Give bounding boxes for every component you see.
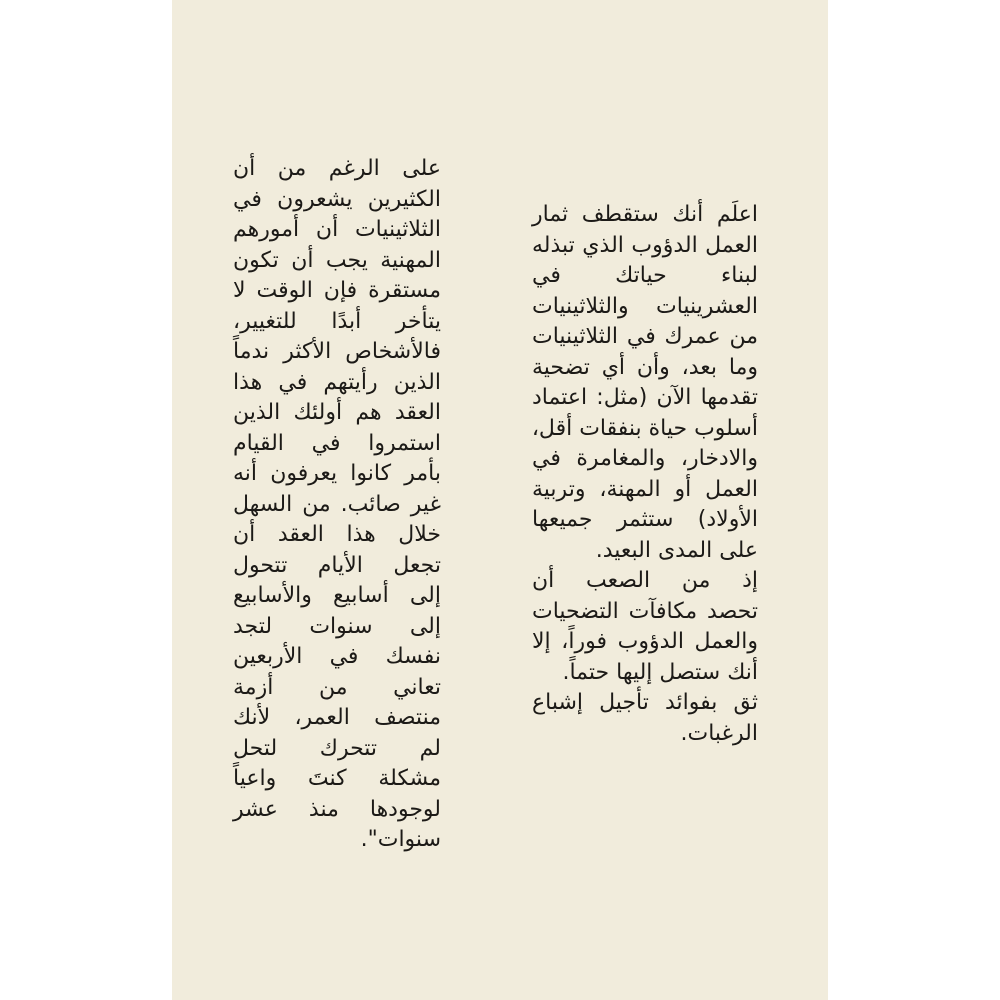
text-line: مشكلة كنتَ واعياً bbox=[233, 766, 441, 791]
text-line: فالأشخاص الأكثر ندماً bbox=[233, 339, 441, 364]
text-line: مستقرة فإن الوقت لا bbox=[233, 278, 441, 303]
text-line: استمروا في القيام bbox=[233, 430, 441, 456]
text-line: اعلَم أنك ستقطف ثمار bbox=[532, 202, 758, 227]
text-line: من عمرك في الثلاثينيات bbox=[532, 324, 758, 349]
text-line: والعمل الدؤوب فوراً، إلا bbox=[532, 629, 758, 654]
text-line: العشرينيات والثلاثينيات bbox=[532, 293, 758, 319]
text-line: منتصف العمر، لأنك bbox=[233, 705, 441, 730]
text-line: والادخار، والمغامرة في bbox=[532, 446, 758, 471]
text-line: الذين رأيتهم في هذا bbox=[233, 369, 441, 395]
text-line: إلى سنوات لتجد bbox=[233, 613, 441, 639]
text-line: الثلاثينيات أن أمورهم bbox=[233, 217, 441, 242]
text-line: بأمر كانوا يعرفون أنه bbox=[233, 461, 441, 486]
text-line: أسلوب حياة بنفقات أقل، bbox=[531, 415, 758, 441]
text-line: تقدمها الآن (مثل: اعتماد bbox=[532, 385, 758, 410]
text-line: لوجودها منذ عشر bbox=[233, 796, 441, 822]
text-line: لم تتحرك لتحل bbox=[233, 735, 441, 761]
text-line: أنك ستصل إليها حتماً. bbox=[562, 659, 758, 685]
text-line: الكثيرين يشعرون في bbox=[233, 186, 441, 212]
text-line: على الرغم من أن bbox=[233, 156, 441, 181]
text-line: خلال هذا العقد أن bbox=[233, 522, 441, 547]
right-text-column bbox=[532, 200, 758, 749]
text-line: الأولاد) ستثمر جميعها bbox=[532, 507, 758, 532]
text-line: العقد هم أولئك الذين bbox=[233, 400, 441, 425]
text-line: تجعل الأيام تتحول bbox=[233, 552, 441, 578]
text-line: لبناء حياتك في bbox=[532, 263, 758, 288]
text-line: تحصد مكافآت التضحيات bbox=[532, 598, 758, 624]
text-line: وما بعد، وأن أي تضحية bbox=[532, 354, 758, 380]
text-line: ثق بفوائد تأجيل إشباع bbox=[532, 690, 758, 715]
text-line: إلى أسابيع والأسابيع bbox=[233, 583, 441, 608]
text-line: تعاني من أزمة bbox=[233, 674, 441, 700]
text-line: يتأخر أبدًا للتغيير، bbox=[233, 308, 441, 334]
text-line: على المدى البعيد. bbox=[595, 537, 758, 563]
text-line: المهنية يجب أن تكون bbox=[233, 247, 441, 273]
text-line: الرغبات. bbox=[680, 720, 758, 746]
text-line: العمل أو المهنة، وتربية bbox=[532, 476, 758, 502]
text-line: نفسك في الأربعين bbox=[233, 644, 441, 669]
text-line: غير صائب. من السهل bbox=[233, 491, 441, 517]
text-line: العمل الدؤوب الذي تبذله bbox=[532, 232, 758, 258]
text-line: إذ من الصعب أن bbox=[532, 568, 758, 593]
text-line: سنوات". bbox=[360, 827, 441, 852]
left-text-column bbox=[233, 154, 441, 856]
